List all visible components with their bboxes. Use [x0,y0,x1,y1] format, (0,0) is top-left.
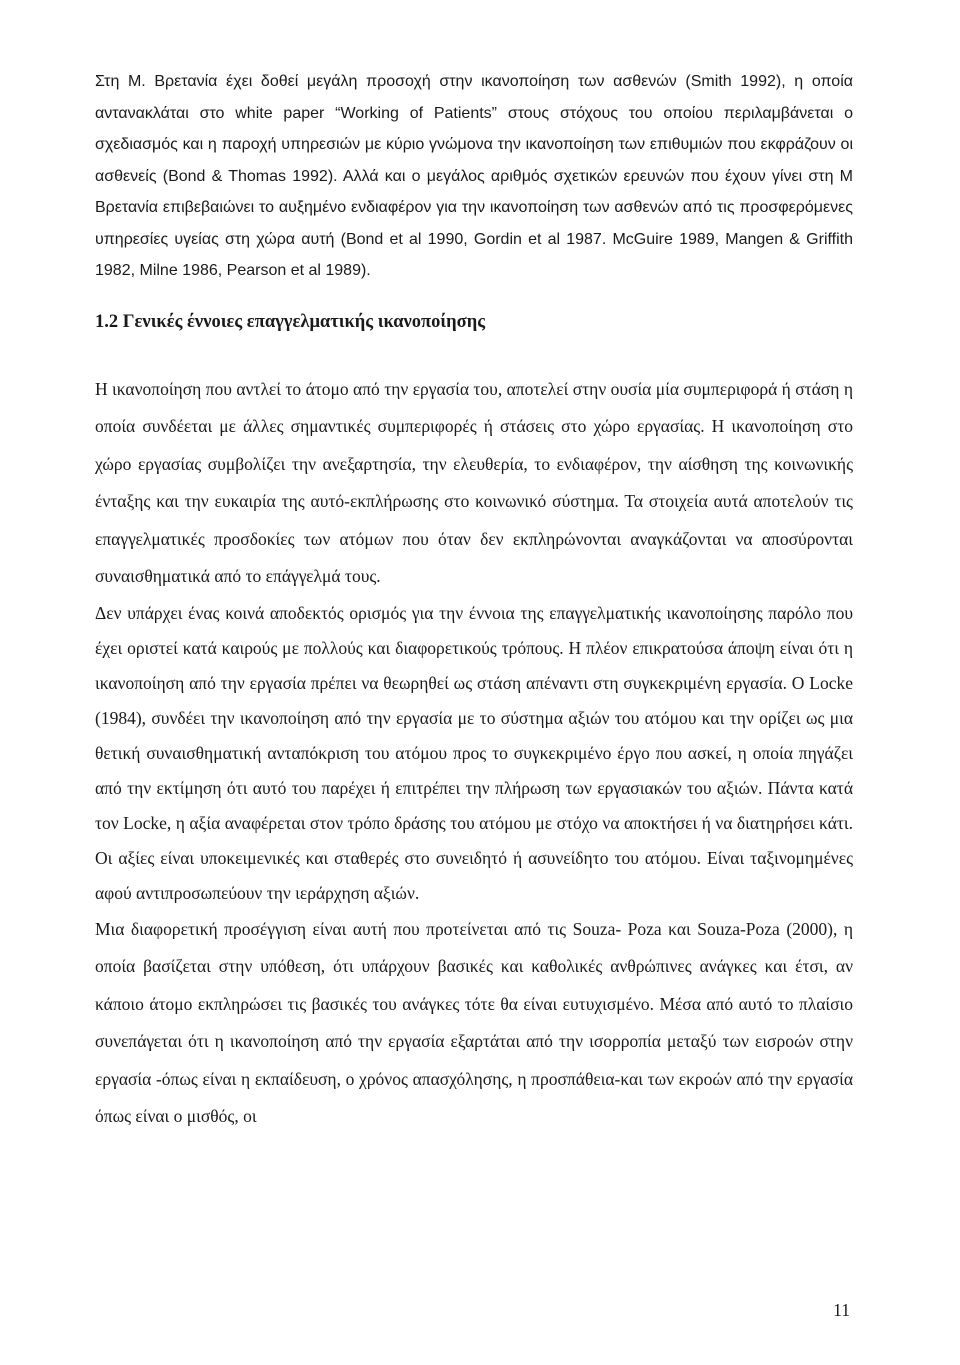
document-page [95,66,853,1136]
section-body [95,371,853,1136]
section-heading: 1.2 Γενικές έννοιες επαγγελματικής ικανοποίησης [95,311,486,332]
body-paragraph-3: Μια διαφορετική προσέγγιση είναι αυτή που προτείνεται από τις Souza- Poza και Souza-Poza (2000), η οποία βασίζεται στην υπόθεση, ότι υπάρχουν βασικές και καθολικές ανθρώπινες ανάγκες και έτσι, αν κάποιο άτομο εκπληρώσει τις βασικές του ανάγκες τότε θα είναι ευτυχισμένο. Μέσα από αυτό το πλαίσιο συνεπάγεται ότι η ικανοποίηση από την εργασία εξαρτάται από την ισορροπία μεταξύ των εισροών στην εργασία -όπως είναι η εκπαίδευση, ο χρόνος απασχόλησης, η προσπάθεια-και των εκροών από την εργασία όπως είναι ο μισθός, οι [95,918,853,1126]
intro-paragraph: Στη Μ. Βρετανία έχει δοθεί μεγάλη προσοχή στην ικανοποίηση των ασθενών (Smith 1992), η οποία αντανακλάται στο white paper “Working of Patients” στους στόχους του οποίου περιλαμβάνεται ο σχεδιασμός και η παροχή υπηρεσιών με κύριο γνώμονα την ικανοποίηση των επιθυμιών που εκφράζουν οι ασθενείς (Bond & Thomas 1992). Αλλά και ο μεγάλος αριθμός σχετικών ερευνών που έχουν γίνει στη Μ Βρετανία επιβεβαιώνει το αυξημένο ενδιαφέρον για την ικανοποίηση των ασθενών από τις προσφερόμενες υπηρεσίες υγείας στη χώρα αυτή (Bond et al 1990, Gordin et al 1987. McGuire 1989, Mangen & Griffith 1982, Milne 1986, Pearson et al 1989). [95,73,853,279]
body-paragraph-2: Δεν υπάρχει ένας κοινά αποδεκτός ορισμός για την έννοια της επαγγελματικής ικανοποίησης παρόλο που έχει οριστεί κατά καιρούς με πολλούς και διαφορετικούς τρόπους. Η πλέον επικρατούσα άποψη είναι ότι η ικανοποίηση από την εργασία πρέπει να θεωρηθεί ως στάση απέναντι στη συγκεκριμένη εργασία. Ο Locke (1984), συνδέει την ικανοποίηση από την εργασία με το σύστημα αξιών του ατόμου και την ορίζει ως μια θετική συναισθηματική ανταπόκριση του ατόμου προς το συγκεκριμένο έργο που ασκεί, η οποία πηγάζει από την εκτίμηση ότι αυτό του παρέχει ή επιτρέπει την πλήρωση των εργασιακών του αξιών. Πάντα κατά τον Locke, η αξία αναφέρεται στον τρόπο δράσης του ατόμου με στόχο να αποκτήσει ή να διατηρήσει κάτι. Οι αξίες είναι υποκειμενικές και σταθερές στο συνειδητό ή ασυνείδητο του ατόμου. Είναι ταξινομημένες αφού αντιπροσωπεύουν την ιεράρχηση αξιών. [95,602,853,903]
body-paragraph-1: Η ικανοποίηση που αντλεί το άτομο από την εργασία του, αποτελεί στην ουσία μία συμπεριφορά ή στάση η οποία συνδέεται με άλλες σημαντικές συμπεριφορές ή στάσεις στο χώρο εργασίας. Η ικανοποίηση στο χώρο εργασίας συμβολίζει την ανεξαρτησία, την ελευθερία, το ενδιαφέρον, την αίσθηση της κοινωνικής ένταξης και την ευκαιρία της αυτό-εκπλήρωσης στο κοινωνικό σύστημα. Τα στοιχεία αυτά αποτελούν τις επαγγελματικές προσδοκίες των ατόμων που όταν δεν εκπληρώνονται αναγκάζονται να αποσύρονται συναισθηματικά από το επάγγελμά τους. [95,378,853,586]
page-number: 11 [833,1300,850,1320]
